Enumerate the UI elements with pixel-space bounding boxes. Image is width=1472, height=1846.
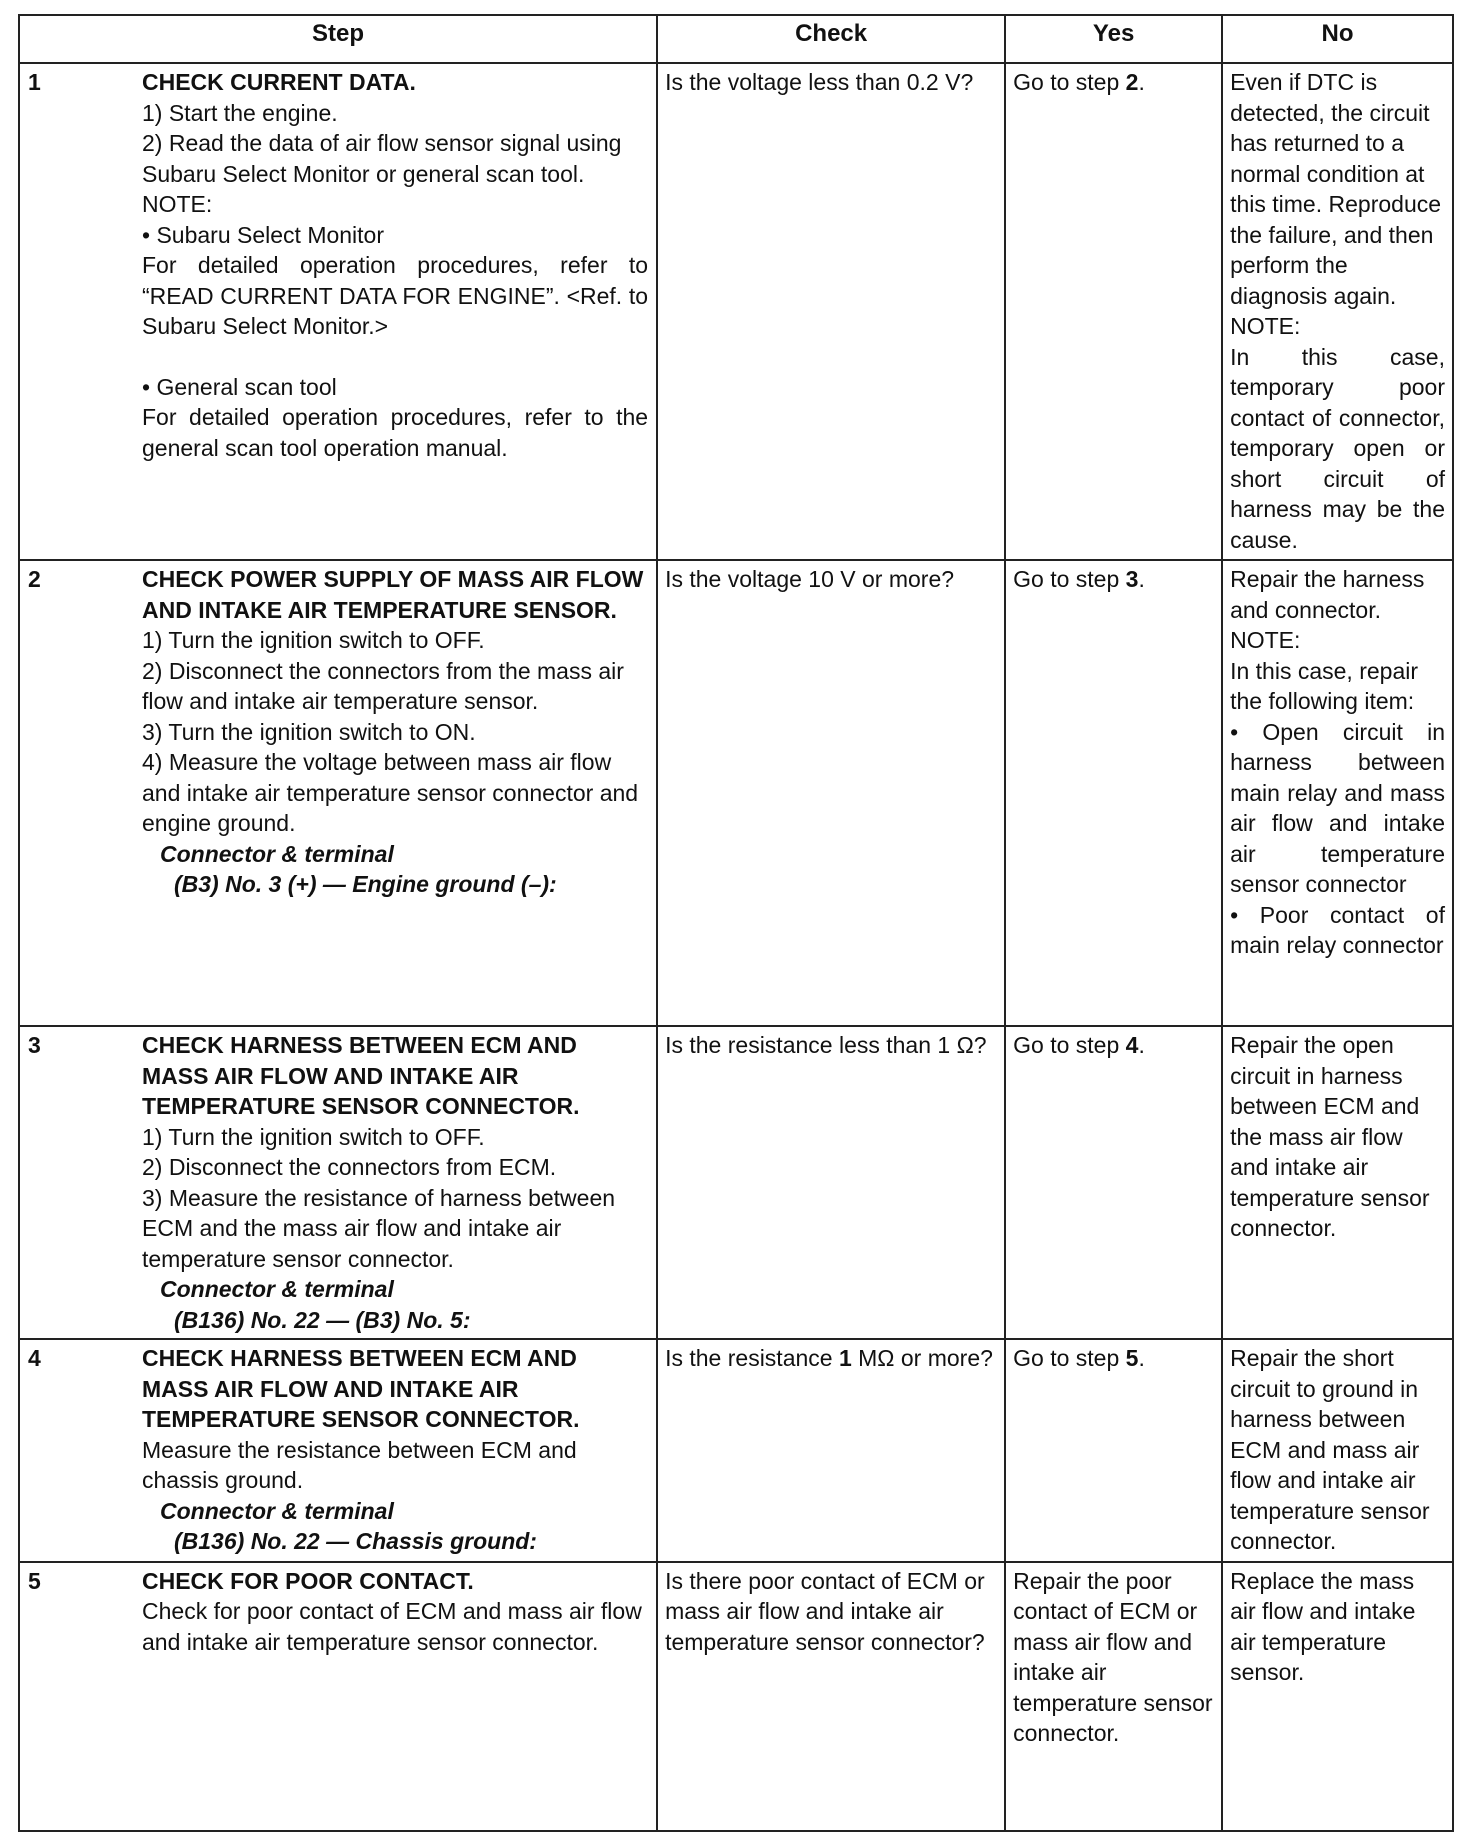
no-cell: Replace the mass air flow and intake air temperature sensor. (1222, 1562, 1453, 1832)
header-check: Check (657, 15, 1005, 63)
step-cell (19, 63, 657, 560)
step-instruction: 1) Start the engine. (142, 99, 338, 126)
table-row (19, 63, 1453, 560)
no-item: • Open circuit in harness between main relay and mass air flow and intake air temperature sensor connector (1230, 718, 1445, 897)
no-text: Repair the harness and connector. (1230, 566, 1425, 623)
note-text: For detailed operation procedures, refer to “READ CURRENT DATA FOR ENGINE”. <Ref. to Subaru Select Monitor.> (142, 252, 649, 339)
step-title: CHECK CURRENT DATA. (142, 69, 416, 95)
header-yes: Yes (1005, 15, 1222, 63)
table-row (19, 1339, 1453, 1562)
table-row (19, 560, 1453, 1026)
step-instruction: 2) Read the data of air flow sensor signal using Subaru Select Monitor or general scan tool. (142, 130, 622, 187)
note-bullet: • General scan tool (142, 373, 337, 400)
step-instruction: 2) Disconnect the connectors from ECM. (142, 1154, 557, 1180)
step-instruction: 3) Turn the ignition switch to ON. (142, 718, 476, 745)
no-text: Even if DTC is detected, the circuit has returned to a normal condition at this time. Reproduce the failure, and then perform the diagnosis again. (1230, 69, 1442, 309)
yes-step: 4 (1125, 1032, 1139, 1058)
check-cell: Is there poor contact of ECM or mass air flow and intake air temperature sensor connector? (657, 1562, 1005, 1832)
yes-cell (1005, 1339, 1222, 1562)
step-instruction: 4) Measure the voltage between mass air flow and intake air temperature sensor connector and engine ground. (142, 749, 639, 836)
check-cell: Is the voltage 10 V or more? (657, 560, 1005, 1026)
yes-suffix: . (1138, 1032, 1145, 1058)
step-instruction: Check for poor contact of ECM and mass air flow and intake air temperature sensor connector. (142, 1598, 642, 1655)
check-cell: Is the voltage less than 0.2 V? (657, 63, 1005, 560)
step-cell (19, 1026, 657, 1339)
terminal-spec: (B3) No. 3 (+) — Engine ground (–): (174, 871, 557, 897)
no-cell (1222, 560, 1453, 1026)
note-bullet: • Subaru Select Monitor (142, 221, 385, 248)
yes-cell (1005, 560, 1222, 1026)
no-cell (1222, 63, 1453, 560)
step-title: CHECK FOR POOR CONTACT. (142, 1567, 474, 1594)
yes-prefix: Go to step (1013, 69, 1126, 95)
yes-cell (1005, 1026, 1222, 1339)
step-title: CHECK HARNESS BETWEEN ECM AND MASS AIR FLOW AND INTAKE AIR TEMPERATURE SENSOR CONNECTOR. (142, 1345, 580, 1432)
table-row (19, 1026, 1453, 1339)
yes-step: 3 (1125, 566, 1139, 592)
yes-step: 2 (1125, 69, 1139, 95)
table-row (19, 1562, 1453, 1832)
step-cell (19, 560, 657, 1026)
yes-prefix: Go to step (1013, 1032, 1126, 1058)
yes-step: 5 (1125, 1345, 1139, 1371)
connector-label: Connector & terminal (160, 1276, 394, 1302)
check-prefix: Is the resistance (665, 1345, 839, 1371)
no-item: • Poor contact of main relay connector (1230, 901, 1445, 958)
yes-cell: Repair the poor contact of ECM or mass air flow and intake air temperature sensor connector. (1005, 1562, 1222, 1832)
step-title: CHECK POWER SUPPLY OF MASS AIR FLOW AND INTAKE AIR TEMPERATURE SENSOR. (142, 566, 644, 623)
connector-label: Connector & terminal (160, 840, 394, 867)
header-no: No (1222, 15, 1453, 63)
step-number: 2 (28, 566, 41, 592)
check-cell: Is the resistance less than 1 Ω? (657, 1026, 1005, 1339)
header-step: Step (19, 15, 657, 63)
check-value: 1 (838, 1345, 852, 1371)
no-note: In this case, repair the following item: (1230, 657, 1419, 714)
step-title: CHECK HARNESS BETWEEN ECM AND MASS AIR FLOW AND INTAKE AIR TEMPERATURE SENSOR CONNECTOR. (142, 1032, 580, 1119)
step-instruction: Measure the resistance between ECM and chassis ground. (142, 1436, 577, 1493)
yes-suffix: . (1138, 566, 1145, 592)
step-instruction: 3) Measure the resistance of harness between ECM and the mass air flow and intake air temperature sensor connector. (142, 1184, 616, 1272)
check-suffix: MΩ or more? (851, 1345, 993, 1371)
step-instruction: 2) Disconnect the connectors from the mass air flow and intake air temperature sensor. (142, 657, 624, 714)
step-instruction: 1) Turn the ignition switch to OFF. (142, 1123, 485, 1150)
terminal-spec: (B136) No. 22 — Chassis ground: (174, 1528, 537, 1554)
step-cell (19, 1562, 657, 1832)
yes-cell (1005, 63, 1222, 560)
connector-label: Connector & terminal (160, 1497, 394, 1524)
terminal-spec: (B136) No. 22 — (B3) No. 5: (174, 1306, 471, 1333)
header-row (19, 15, 1453, 63)
no-note: In this case, temporary poor contact of connector, temporary open or short circuit of harness may be the cause. (1230, 343, 1445, 553)
check-cell (657, 1339, 1005, 1562)
yes-suffix: . (1138, 69, 1145, 95)
step-cell (19, 1339, 657, 1562)
note-text: For detailed operation procedures, refer to the general scan tool operation manual. (142, 404, 649, 461)
step-instruction: 1) Turn the ignition switch to OFF. (142, 627, 485, 653)
step-number: 1 (28, 69, 41, 95)
no-note-label: NOTE: (1230, 627, 1301, 653)
no-cell: Repair the open circuit in harness between ECM and the mass air flow and intake air temperature sensor connector. (1222, 1026, 1453, 1339)
yes-suffix: . (1138, 1345, 1145, 1371)
yes-prefix: Go to step (1013, 566, 1126, 592)
step-number: 5 (28, 1567, 41, 1594)
diagnostic-table (18, 14, 1454, 1832)
note-label: NOTE: (142, 191, 213, 217)
step-number: 4 (28, 1345, 41, 1371)
no-cell: Repair the short circuit to ground in harness between ECM and mass air flow and intake air temperature sensor connector. (1222, 1339, 1453, 1562)
no-note-label: NOTE: (1230, 313, 1301, 339)
step-number: 3 (28, 1032, 41, 1058)
yes-prefix: Go to step (1013, 1345, 1126, 1371)
